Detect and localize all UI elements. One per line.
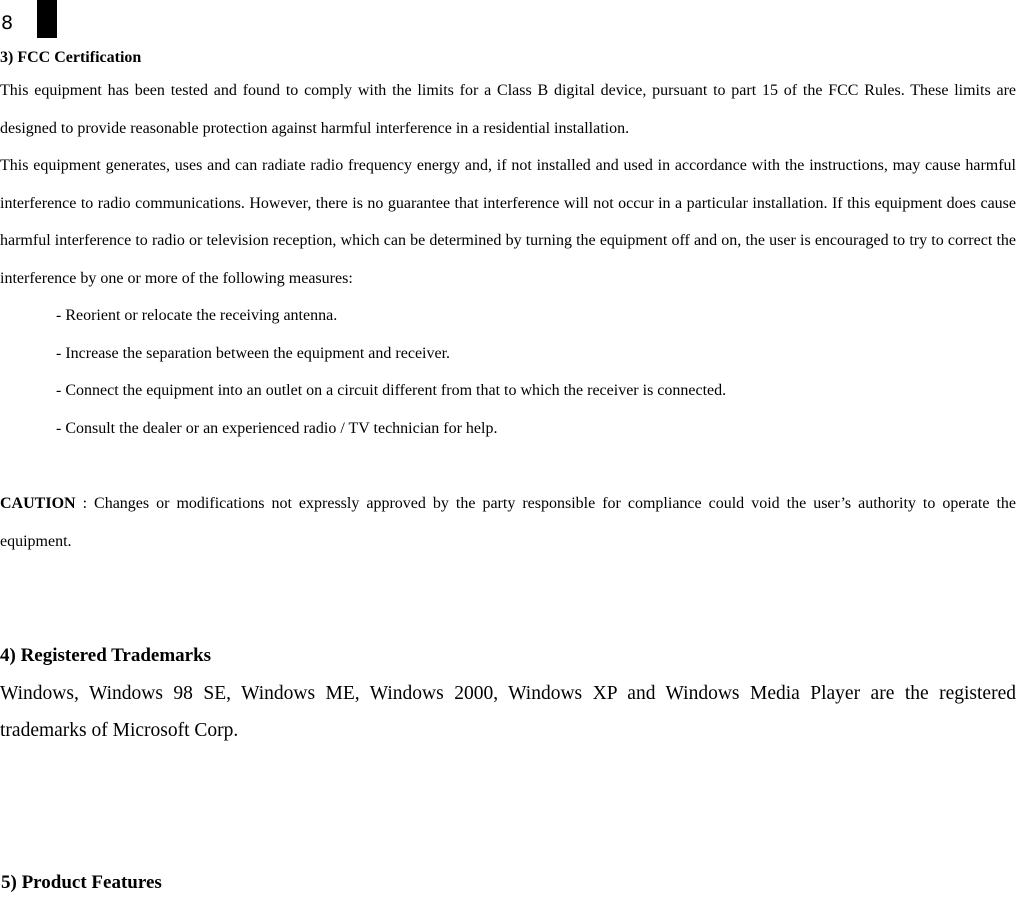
list-item: - Connect the equipment into an outlet on a circuit different from that to which the receiver is connected.	[56, 382, 727, 399]
fcc-paragraph-2: This equipment generates, uses and can radiate radio frequency energy and, if not installed and used in accordance with the instructions, may cause harmful interference to radio communications. However, there is no guarantee that interference will not occur in a particular installation. If this equipment does cause harmful interference to radio or television reception, which can be determined by turning the equipment off and on, the user is encouraged to try to correct the interference by one or more of the following measures:	[0, 157, 1016, 287]
trademarks-text: Windows, Windows 98 SE, Windows ME, Windows 2000, Windows XP and Windows Media Player are the registered trademarks of Microsoft Corp.	[0, 683, 1016, 741]
features-heading: 5) Product Features	[1, 872, 162, 893]
caution-text: : Changes or modifications not expressly approved by the party responsible for compliance could void the user’s authority to operate the equipment.	[0, 495, 1016, 550]
page-number: 8	[1, 12, 14, 34]
fcc-measures-list	[0, 297, 1016, 447]
caution-label: CAUTION	[0, 495, 76, 512]
fcc-heading: 3) FCC Certification	[0, 49, 142, 66]
caution-paragraph	[0, 485, 1016, 560]
list-item: - Consult the dealer or an experienced radio / TV technician for help.	[56, 419, 498, 437]
list-item: - Increase the separation between the equipment and receiver.	[56, 344, 451, 362]
page-marker	[37, 0, 57, 38]
trademarks-heading: 4) Registered Trademarks	[0, 645, 212, 666]
list-item: - Reorient or relocate the receiving antenna.	[56, 307, 338, 324]
document-body	[0, 44, 1016, 749]
fcc-paragraph-1: This equipment has been tested and found to comply with the limits for a Class B digital device, pursuant to part 15 of the FCC Rules. These limits are designed to provide reasonable protection against harmful interference in a residential installation.	[0, 82, 1016, 137]
